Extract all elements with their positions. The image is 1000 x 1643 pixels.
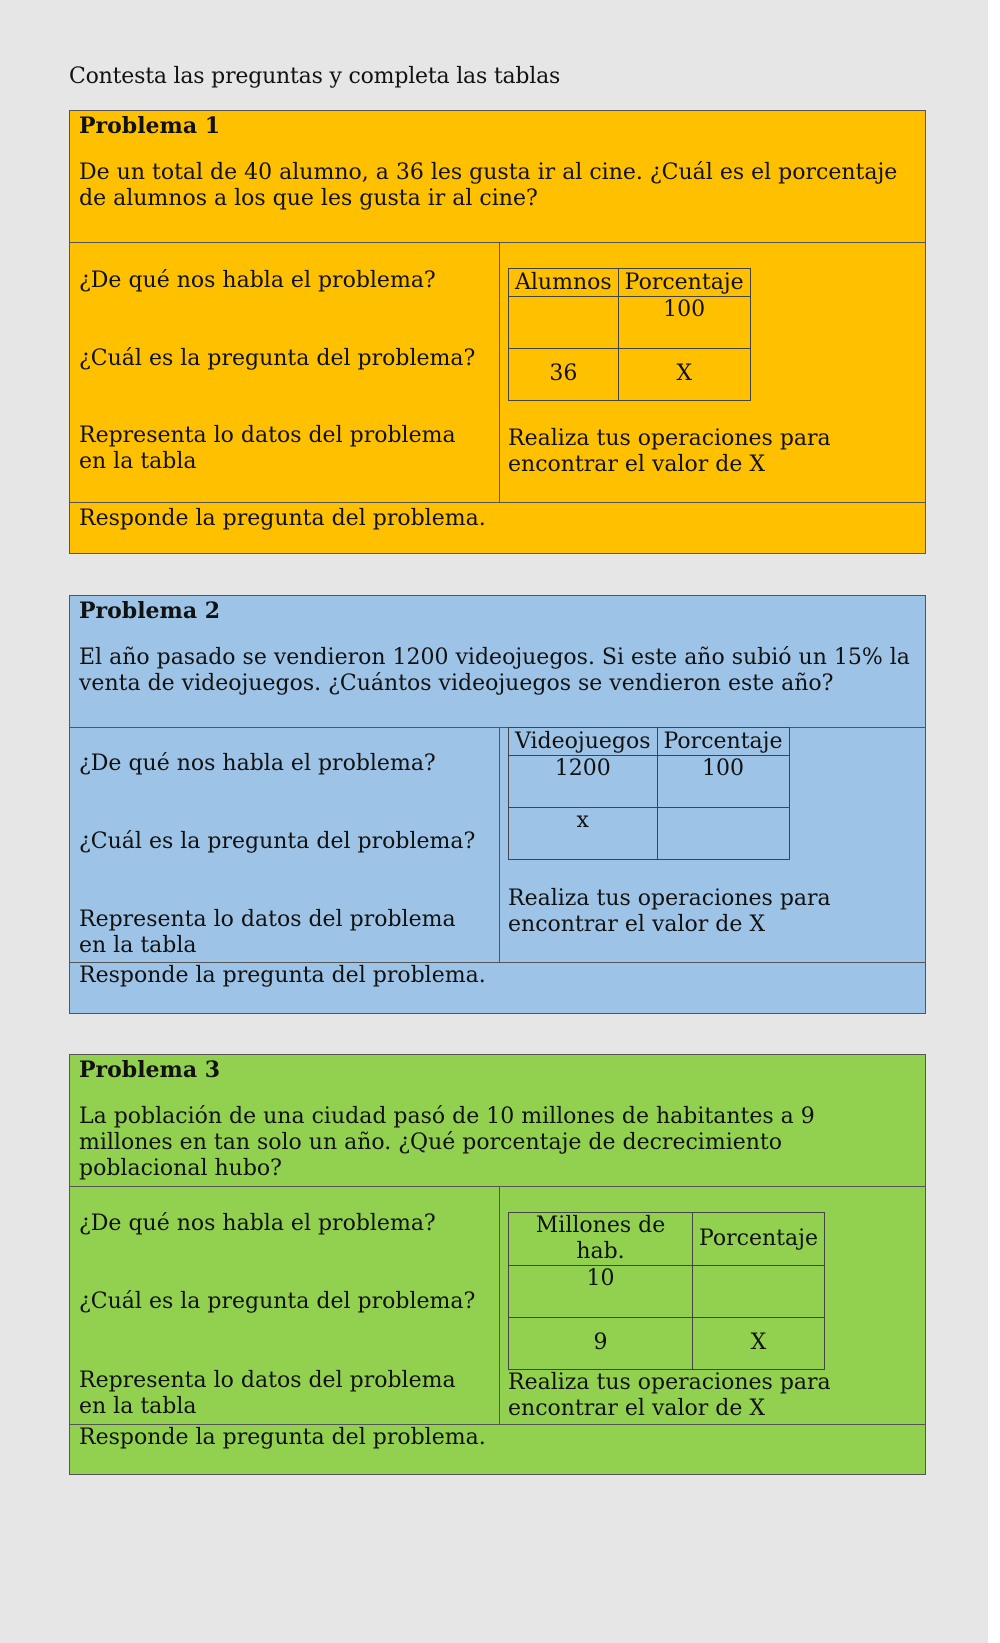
table-cell[interactable]: 1200	[509, 756, 658, 808]
problem-1-question-about: ¿De qué nos habla el problema?	[79, 268, 436, 293]
problem-3-question-represent: Representa lo datos del problema en la tabla	[79, 1368, 456, 1419]
problem-2-statement: El año pasado se vendieron 1200 videojuegos. Si este año subió un 15% la venta de videojuegos. ¿Cuántos videojuegos se vendieron este año?	[79, 645, 910, 696]
table-cell[interactable]: X	[693, 1318, 825, 1370]
table-cell[interactable]	[509, 297, 619, 349]
problem-2-question-main: ¿Cuál es la pregunta del problema?	[79, 829, 476, 854]
problem-3-table	[508, 1212, 825, 1370]
table-header: Millones de hab.	[509, 1213, 693, 1266]
table-cell[interactable]: X	[618, 349, 750, 401]
page-margin-strip	[988, 0, 1000, 1643]
problem-1-question-represent: Representa lo datos del problema en la tabla	[79, 423, 456, 474]
table-header: Porcentaje	[618, 269, 750, 297]
problem-2-question-about: ¿De qué nos habla el problema?	[79, 751, 436, 776]
table-cell[interactable]: 36	[509, 349, 619, 401]
problem-2-question-represent: Representa lo datos del problema en la tabla	[79, 907, 456, 958]
problem-1-table	[508, 268, 751, 401]
problem-2-statement-box	[70, 596, 925, 728]
problem-1-statement: De un total de 40 alumno, a 36 les gusta ir al cine. ¿Cuál es el porcentaje de alumnos a los que les gusta ir al cine?	[79, 160, 898, 211]
problem-3-questions	[70, 1186, 500, 1424]
problem-2-answer-prompt: Responde la pregunta del problema.	[79, 963, 486, 988]
table-header: Porcentaje	[657, 728, 789, 756]
table-header: Porcentaje	[693, 1213, 825, 1266]
problem-1-answer-prompt: Responde la pregunta del problema.	[79, 506, 486, 531]
table-cell[interactable]	[657, 808, 789, 860]
problem-3-answer-prompt: Responde la pregunta del problema.	[79, 1425, 486, 1450]
table-cell[interactable]	[693, 1266, 825, 1318]
problem-1-question-main: ¿Cuál es la pregunta del problema?	[79, 346, 476, 371]
problem-3-card	[69, 1054, 926, 1475]
table-cell[interactable]: 100	[618, 297, 750, 349]
problem-1-title: Problema 1	[79, 113, 221, 139]
problem-1-answer-box	[70, 502, 925, 555]
table-cell[interactable]: x	[509, 808, 658, 860]
problem-3-operations-prompt: Realiza tus operaciones para encontrar el valor de X	[508, 1370, 831, 1421]
problem-3-question-main: ¿Cuál es la pregunta del problema?	[79, 1289, 476, 1314]
problem-2-answer-box	[70, 962, 925, 1015]
page-heading: Contesta las preguntas y completa las tablas	[69, 64, 561, 89]
problem-3-answer-box	[70, 1424, 925, 1476]
problem-1-statement-box	[70, 111, 925, 243]
problem-3-title: Problema 3	[79, 1057, 221, 1083]
problem-1-questions	[70, 242, 500, 502]
table-header: Alumnos	[509, 269, 619, 297]
problem-3-question-about: ¿De qué nos habla el problema?	[79, 1211, 436, 1236]
problem-1-card	[69, 110, 926, 554]
problem-2-title: Problema 2	[79, 598, 221, 624]
table-cell[interactable]: 9	[509, 1318, 693, 1370]
problem-2-operations-prompt: Realiza tus operaciones para encontrar el valor de X	[508, 886, 831, 937]
problem-2-table	[508, 727, 790, 860]
table-header: Videojuegos	[509, 728, 658, 756]
table-cell[interactable]: 10	[509, 1266, 693, 1318]
problem-3-statement: La población de una ciudad pasó de 10 millones de habitantes a 9 millones en tan solo un año. ¿Qué porcentaje de decrecimiento poblacional hubo?	[79, 1104, 815, 1181]
problem-2-card	[69, 595, 926, 1014]
problem-1-operations-prompt: Realiza tus operaciones para encontrar el valor de X	[508, 426, 831, 477]
problem-2-questions	[70, 727, 500, 962]
table-cell[interactable]: 100	[657, 756, 789, 808]
problem-3-statement-box	[70, 1055, 925, 1187]
